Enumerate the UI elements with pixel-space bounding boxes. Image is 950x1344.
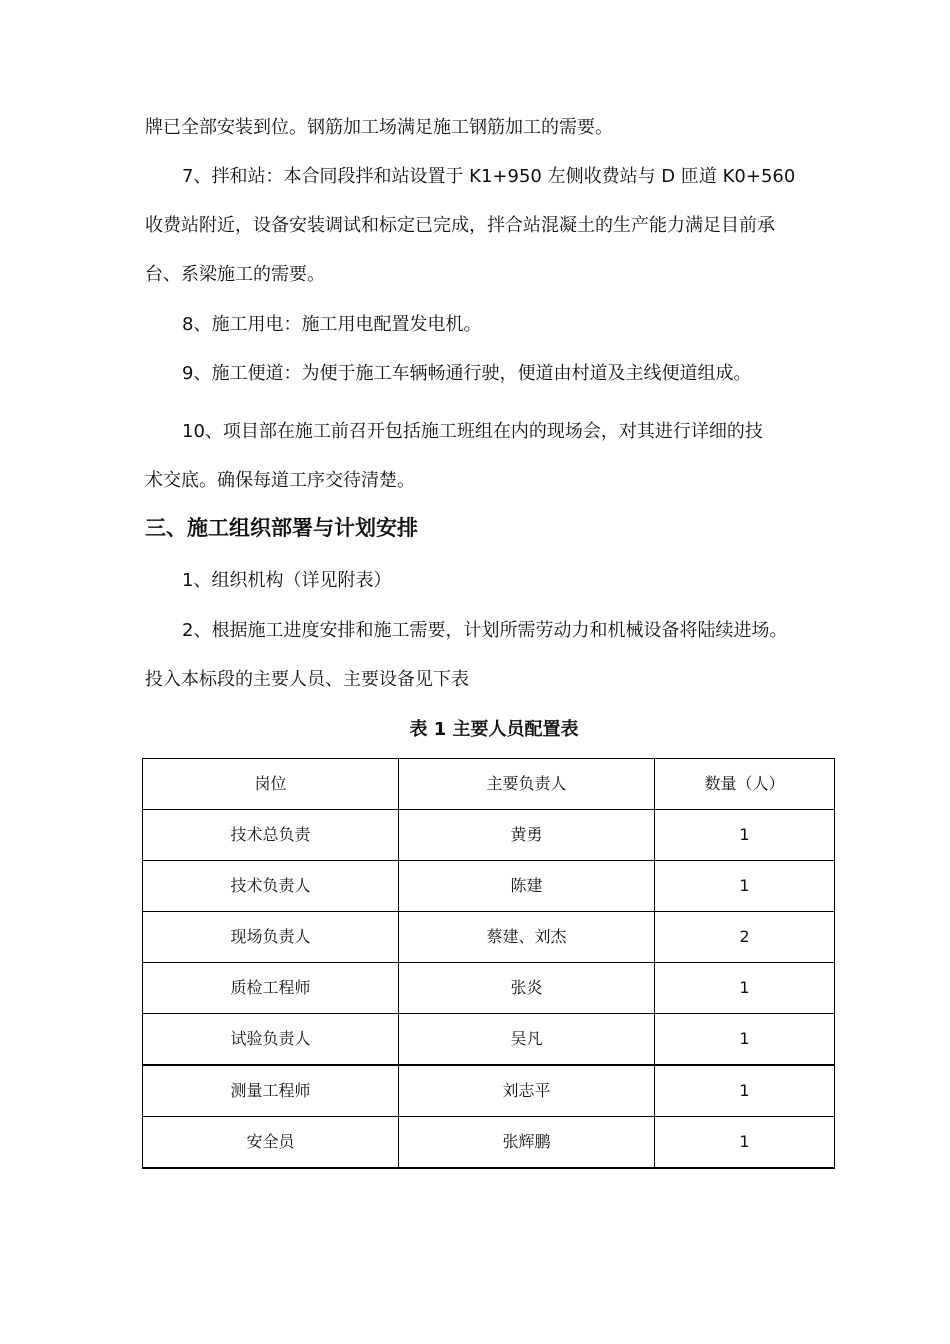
paragraph-7-line-2: 收费站附近，设备安装调试和标定已完成，拌合站混凝土的生产能力满足目前承 xyxy=(145,215,775,236)
cell-lead: 陈建 xyxy=(399,861,655,912)
section-3-item-2-line-2: 投入本标段的主要人员、主要设备见下表 xyxy=(145,669,469,690)
table-row xyxy=(143,1065,835,1117)
table-row xyxy=(143,963,835,1014)
cell-count: 1 xyxy=(655,1065,835,1117)
table-row xyxy=(143,810,835,861)
cell-count: 1 xyxy=(655,1117,835,1169)
cell-position: 技术负责人 xyxy=(143,861,399,912)
cell-lead: 吴凡 xyxy=(399,1014,655,1066)
header-count: 数量（人） xyxy=(655,759,835,810)
table-caption: 表 1 主要人员配置表 xyxy=(409,719,579,740)
cell-lead: 刘志平 xyxy=(399,1065,655,1117)
cell-count: 1 xyxy=(655,810,835,861)
cell-position: 测量工程师 xyxy=(143,1065,399,1117)
personnel-table xyxy=(142,758,835,1169)
header-position: 岗位 xyxy=(143,759,399,810)
cell-count: 1 xyxy=(655,963,835,1014)
paragraph-6-tail: 牌已全部安装到位。钢筋加工场满足施工钢筋加工的需要。 xyxy=(145,117,613,138)
table-row xyxy=(143,861,835,912)
cell-position: 安全员 xyxy=(143,1117,399,1169)
table-row xyxy=(143,1014,835,1066)
cell-position: 现场负责人 xyxy=(143,912,399,963)
paragraph-7-line-3: 台、系梁施工的需要。 xyxy=(145,264,325,285)
cell-position: 质检工程师 xyxy=(143,963,399,1014)
header-lead: 主要负责人 xyxy=(399,759,655,810)
cell-lead: 黄勇 xyxy=(399,810,655,861)
cell-lead: 张炎 xyxy=(399,963,655,1014)
section-3-item-2-line-1: 2、根据施工进度安排和施工需要，计划所需劳动力和机械设备将陆续进场。 xyxy=(182,620,788,641)
section-3-item-1: 1、组织机构（详见附表） xyxy=(182,570,392,591)
paragraph-9: 9、施工便道：为便于施工车辆畅通行驶，便道由村道及主线便道组成。 xyxy=(182,363,752,384)
paragraph-8: 8、施工用电：施工用电配置发电机。 xyxy=(182,314,482,335)
table-row xyxy=(143,912,835,963)
table-header-row xyxy=(143,759,835,810)
cell-lead: 张辉鹏 xyxy=(399,1117,655,1169)
cell-position: 试验负责人 xyxy=(143,1014,399,1066)
paragraph-10-line-2: 术交底。确保每道工序交待清楚。 xyxy=(145,470,415,491)
cell-count: 1 xyxy=(655,1014,835,1066)
cell-count: 2 xyxy=(655,912,835,963)
cell-count: 1 xyxy=(655,861,835,912)
cell-lead: 蔡建、刘杰 xyxy=(399,912,655,963)
cell-position: 技术总负责 xyxy=(143,810,399,861)
paragraph-10-line-1: 10、项目部在施工前召开包括施工班组在内的现场会，对其进行详细的技 xyxy=(182,421,763,442)
section-3-heading: 三、施工组织部署与计划安排 xyxy=(145,516,418,540)
paragraph-7-line-1: 7、拌和站：本合同段拌和站设置于 K1+950 左侧收费站与 D 匝道 K0+560 xyxy=(182,166,796,187)
table-row xyxy=(143,1117,835,1169)
